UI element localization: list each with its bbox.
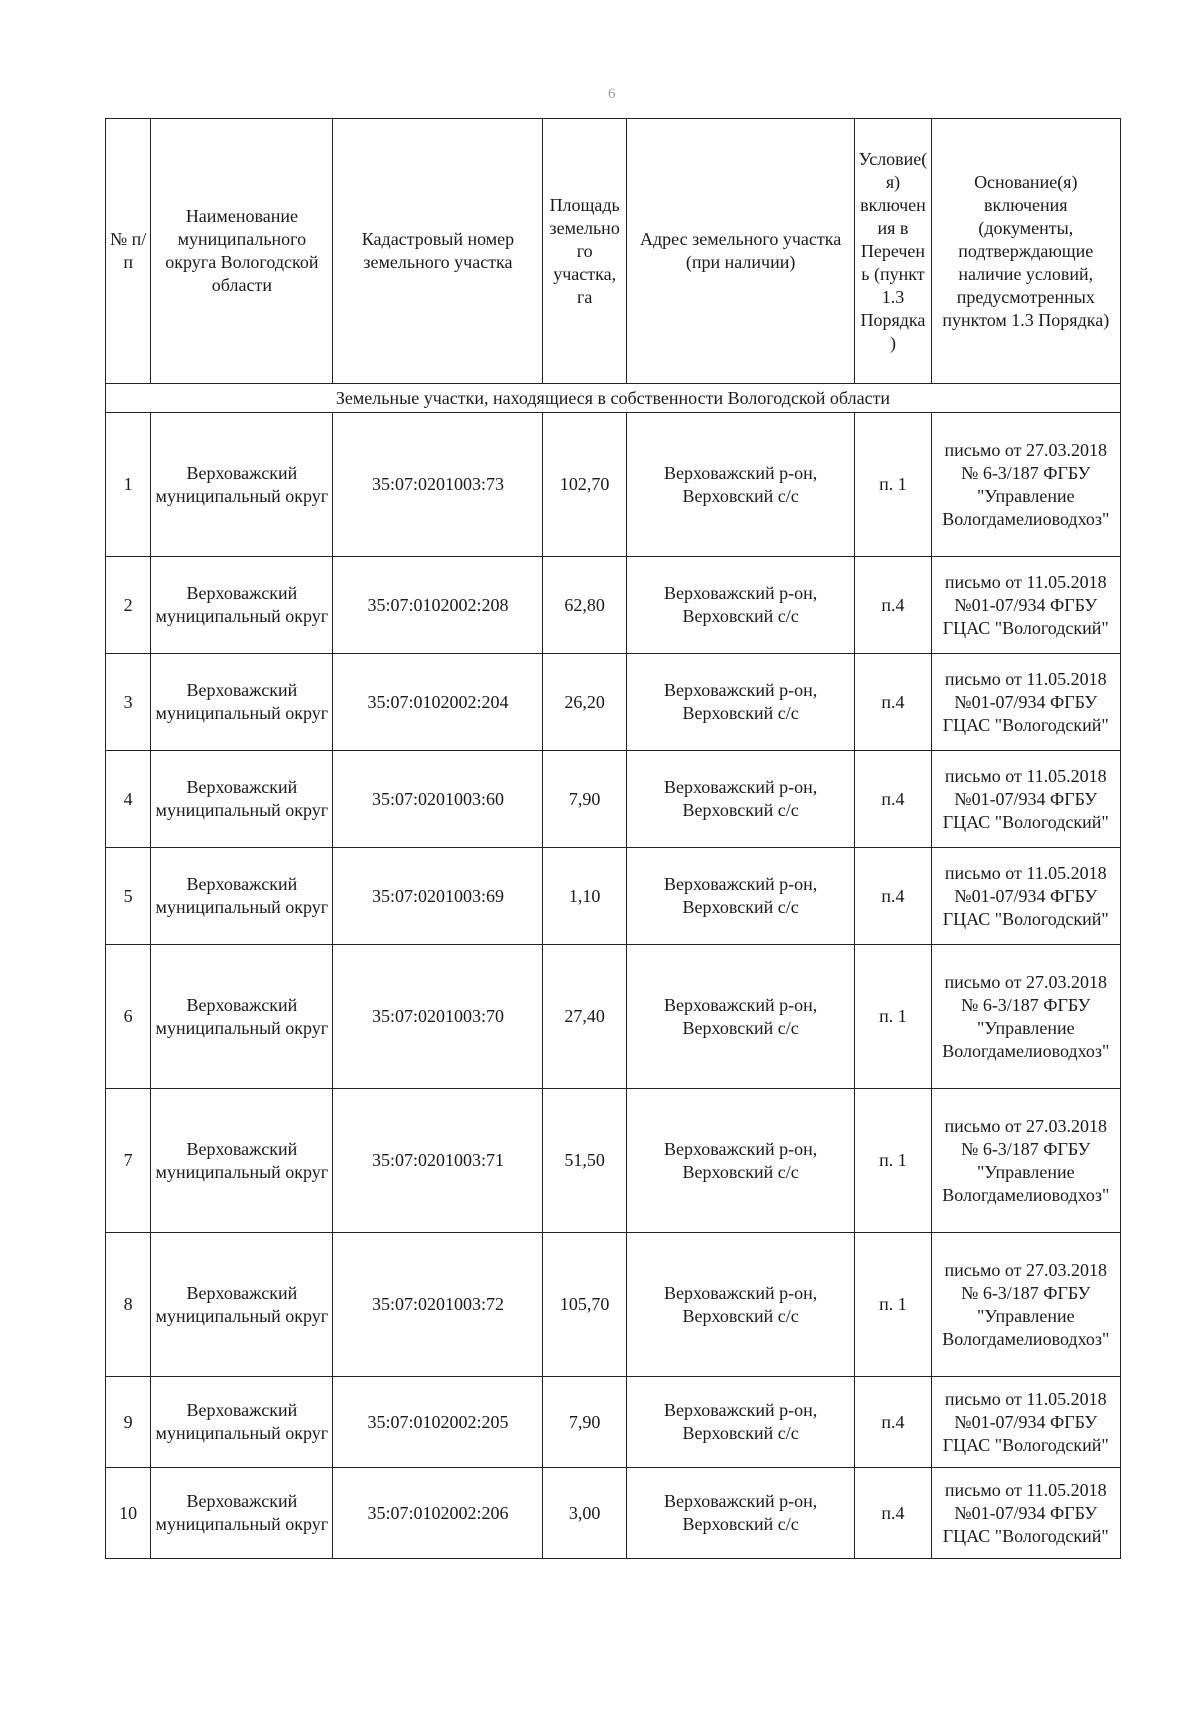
cell-area: 3,00	[543, 1468, 626, 1559]
land-plots-table	[105, 118, 1121, 1559]
cell-address: Верховажский р-он, Верховский с/с	[626, 413, 855, 557]
cell-num: 9	[106, 1377, 151, 1468]
cell-basis: письмо от 11.05.2018 №01-07/934 ФГБУ ГЦАС "Вологодский"	[931, 751, 1120, 848]
cell-basis: письмо от 27.03.2018 № 6-3/187 ФГБУ "Управление Вологдамелиоводхоз"	[931, 413, 1120, 557]
cell-area: 102,70	[543, 413, 626, 557]
section-title: Земельные участки, находящиеся в собственности Вологодской области	[106, 384, 1121, 413]
cell-condition: п.4	[855, 848, 931, 945]
cell-area: 62,80	[543, 557, 626, 654]
cell-basis: письмо от 11.05.2018 №01-07/934 ФГБУ ГЦАС "Вологодский"	[931, 848, 1120, 945]
cell-num: 3	[106, 654, 151, 751]
table-row	[106, 557, 1121, 654]
cell-name: Верховажский муниципальный округ	[151, 654, 333, 751]
cell-basis: письмо от 27.03.2018 № 6-3/187 ФГБУ "Управление Вологдамелиоводхоз"	[931, 1233, 1120, 1377]
cell-area: 105,70	[543, 1233, 626, 1377]
cell-name: Верховажский муниципальный округ	[151, 848, 333, 945]
cell-condition: п.4	[855, 1468, 931, 1559]
header-name: Наименование муниципального округа Вологодской области	[151, 119, 333, 384]
cell-cadastral: 35:07:0201003:60	[333, 751, 543, 848]
cell-condition: п.4	[855, 557, 931, 654]
section-row	[106, 384, 1121, 413]
cell-address: Верховажский р-он, Верховский с/с	[626, 1233, 855, 1377]
cell-num: 4	[106, 751, 151, 848]
cell-num: 1	[106, 413, 151, 557]
cell-cadastral: 35:07:0201003:72	[333, 1233, 543, 1377]
header-cadastral: Кадастровый номер земельного участка	[333, 119, 543, 384]
cell-num: 8	[106, 1233, 151, 1377]
table-row	[106, 945, 1121, 1089]
cell-cadastral: 35:07:0102002:206	[333, 1468, 543, 1559]
cell-cadastral: 35:07:0201003:73	[333, 413, 543, 557]
cell-address: Верховажский р-он, Верховский с/с	[626, 1089, 855, 1233]
cell-name: Верховажский муниципальный округ	[151, 557, 333, 654]
cell-condition: п.4	[855, 751, 931, 848]
cell-cadastral: 35:07:0102002:205	[333, 1377, 543, 1468]
table-row	[106, 1233, 1121, 1377]
cell-condition: п.4	[855, 654, 931, 751]
header-condition: Условие(я) включения в Перечень (пункт 1.3 Порядка)	[855, 119, 931, 384]
cell-cadastral: 35:07:0201003:71	[333, 1089, 543, 1233]
table-row	[106, 1089, 1121, 1233]
cell-basis: письмо от 11.05.2018 №01-07/934 ФГБУ ГЦАС "Вологодский"	[931, 1377, 1120, 1468]
cell-address: Верховажский р-он, Верховский с/с	[626, 945, 855, 1089]
cell-basis: письмо от 11.05.2018 №01-07/934 ФГБУ ГЦАС "Вологодский"	[931, 557, 1120, 654]
header-num: № п/п	[106, 119, 151, 384]
cell-name: Верховажский муниципальный округ	[151, 413, 333, 557]
cell-condition: п. 1	[855, 413, 931, 557]
cell-name: Верховажский муниципальный округ	[151, 751, 333, 848]
cell-condition: п. 1	[855, 1089, 931, 1233]
cell-cadastral: 35:07:0201003:70	[333, 945, 543, 1089]
table-row	[106, 751, 1121, 848]
cell-area: 1,10	[543, 848, 626, 945]
cell-name: Верховажский муниципальный округ	[151, 1233, 333, 1377]
cell-address: Верховажский р-он, Верховский с/с	[626, 654, 855, 751]
table-row	[106, 1377, 1121, 1468]
cell-num: 5	[106, 848, 151, 945]
cell-area: 7,90	[543, 751, 626, 848]
header-address: Адрес земельного участка (при наличии)	[626, 119, 855, 384]
cell-cadastral: 35:07:0201003:69	[333, 848, 543, 945]
cell-num: 10	[106, 1468, 151, 1559]
table-row	[106, 413, 1121, 557]
header-area: Площадь земельного участка, га	[543, 119, 626, 384]
cell-area: 51,50	[543, 1089, 626, 1233]
cell-condition: п. 1	[855, 945, 931, 1089]
cell-basis: письмо от 27.03.2018 № 6-3/187 ФГБУ "Управление Вологдамелиоводхоз"	[931, 945, 1120, 1089]
cell-condition: п.4	[855, 1377, 931, 1468]
cell-name: Верховажский муниципальный округ	[151, 945, 333, 1089]
cell-address: Верховажский р-он, Верховский с/с	[626, 848, 855, 945]
header-basis: Основание(я) включения (документы, подтверждающие наличие условий, предусмотренных пунктом 1.3 Порядка)	[931, 119, 1120, 384]
cell-address: Верховажский р-он, Верховский с/с	[626, 1468, 855, 1559]
cell-cadastral: 35:07:0102002:208	[333, 557, 543, 654]
table-row	[106, 654, 1121, 751]
cell-area: 7,90	[543, 1377, 626, 1468]
cell-name: Верховажский муниципальный округ	[151, 1089, 333, 1233]
cell-area: 26,20	[543, 654, 626, 751]
cell-basis: письмо от 11.05.2018 №01-07/934 ФГБУ ГЦАС "Вологодский"	[931, 654, 1120, 751]
cell-area: 27,40	[543, 945, 626, 1089]
cell-address: Верховажский р-он, Верховский с/с	[626, 751, 855, 848]
cell-name: Верховажский муниципальный округ	[151, 1377, 333, 1468]
page-number: 6	[608, 86, 616, 102]
cell-basis: письмо от 27.03.2018 № 6-3/187 ФГБУ "Управление Вологдамелиоводхоз"	[931, 1089, 1120, 1233]
cell-num: 7	[106, 1089, 151, 1233]
header-row	[106, 119, 1121, 384]
cell-cadastral: 35:07:0102002:204	[333, 654, 543, 751]
cell-address: Верховажский р-он, Верховский с/с	[626, 557, 855, 654]
cell-num: 6	[106, 945, 151, 1089]
cell-num: 2	[106, 557, 151, 654]
cell-name: Верховажский муниципальный округ	[151, 1468, 333, 1559]
table-row	[106, 848, 1121, 945]
cell-condition: п. 1	[855, 1233, 931, 1377]
table-row	[106, 1468, 1121, 1559]
cell-basis: письмо от 11.05.2018 №01-07/934 ФГБУ ГЦАС "Вологодский"	[931, 1468, 1120, 1559]
cell-address: Верховажский р-он, Верховский с/с	[626, 1377, 855, 1468]
